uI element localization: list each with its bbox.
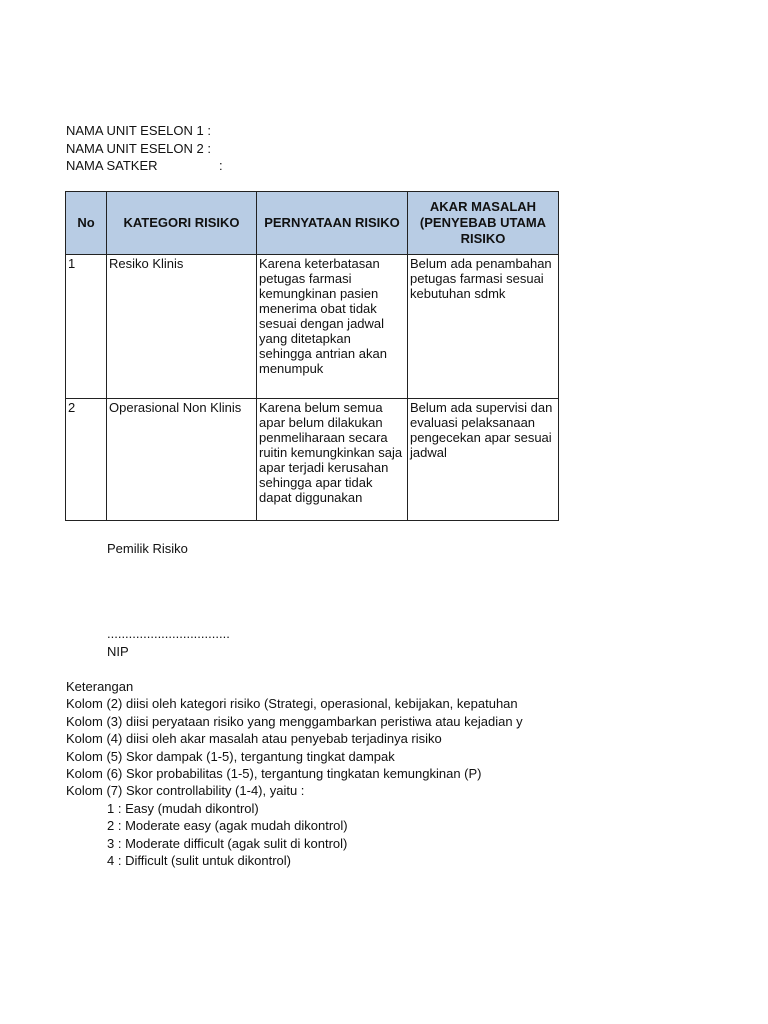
satker-line [66, 157, 223, 175]
header-kategori-risiko: KATEGORI RISIKO [107, 192, 257, 255]
unit-eselon-1-label: NAMA UNIT ESELON 1 : [66, 123, 211, 138]
cell-akar: Belum ada penambahan petugas farmasi sesuai kebutuhan sdmk [408, 255, 559, 399]
notes-title: Keterangan [66, 679, 134, 694]
table-header-row [66, 192, 559, 255]
signature-line: .................................. [107, 626, 230, 641]
note-line: Kolom (5) Skor dampak (1-5), tergantung tingkat dampak [66, 748, 395, 764]
nip-label: NIP [107, 644, 129, 659]
note-line: Kolom (4) diisi oleh akar masalah atau penyebab terjadinya risiko [66, 731, 442, 747]
risk-table [65, 191, 559, 521]
cell-pernyataan: Karena keterbatasan petugas farmasi kemungkinan pasien menerima obat tidak sesuai dengan jadwal yang ditetapkan sehingga antrian akan menumpuk [257, 255, 408, 399]
cell-kategori: Resiko Klinis [107, 255, 257, 399]
header-pernyataan-risiko: PERNYATAAN RISIKO [257, 192, 408, 255]
cell-pernyataan: Karena belum semua apar belum dilakukan penmeliharaan secara ruitin kemungkinkan saja apar terjadi kerusahan sehingga apar tidak dapat diggunakan [257, 399, 408, 521]
satker-label: NAMA SATKER [66, 158, 158, 173]
note-line: Kolom (3) diisi peryataan risiko yang menggambarkan peristiwa atau kejadian y [66, 713, 523, 729]
cell-kategori: Operasional Non Klinis [107, 399, 257, 521]
cell-no: 2 [66, 399, 107, 521]
notes-section [66, 678, 558, 869]
controllability-item: 2 : Moderate easy (agak mudah dikontrol) [107, 818, 348, 834]
cell-no: 1 [66, 255, 107, 399]
unit-eselon-2-label: NAMA UNIT ESELON 2 : [66, 140, 211, 156]
table-row [66, 399, 559, 521]
note-line: Kolom (2) diisi oleh kategori risiko (Strategi, operasional, kebijakan, kepatuhan [66, 696, 518, 712]
note-line: Kolom (7) Skor controllability (1-4), yaitu : [66, 783, 305, 799]
table-row [66, 255, 559, 399]
note-line: Kolom (6) Skor probabilitas (1-5), tergantung tingkatan kemungkinan (P) [66, 766, 482, 782]
header-akar-masalah: AKAR MASALAH (PENYEBAB UTAMA RISIKO [408, 192, 559, 255]
cell-akar: Belum ada supervisi dan evaluasi pelaksanaan pengecekan apar sesuai jadwal [408, 399, 559, 521]
controllability-item: 4 : Difficult (sulit untuk dikontrol) [107, 853, 291, 869]
controllability-item: 3 : Moderate difficult (agak sulit di kontrol) [107, 835, 348, 851]
header-no: No [66, 192, 107, 255]
controllability-item: 1 : Easy (mudah dikontrol) [107, 800, 259, 816]
document-header [66, 122, 223, 175]
risk-owner-label: Pemilik Risiko [107, 541, 188, 556]
satker-colon: : [219, 158, 223, 173]
